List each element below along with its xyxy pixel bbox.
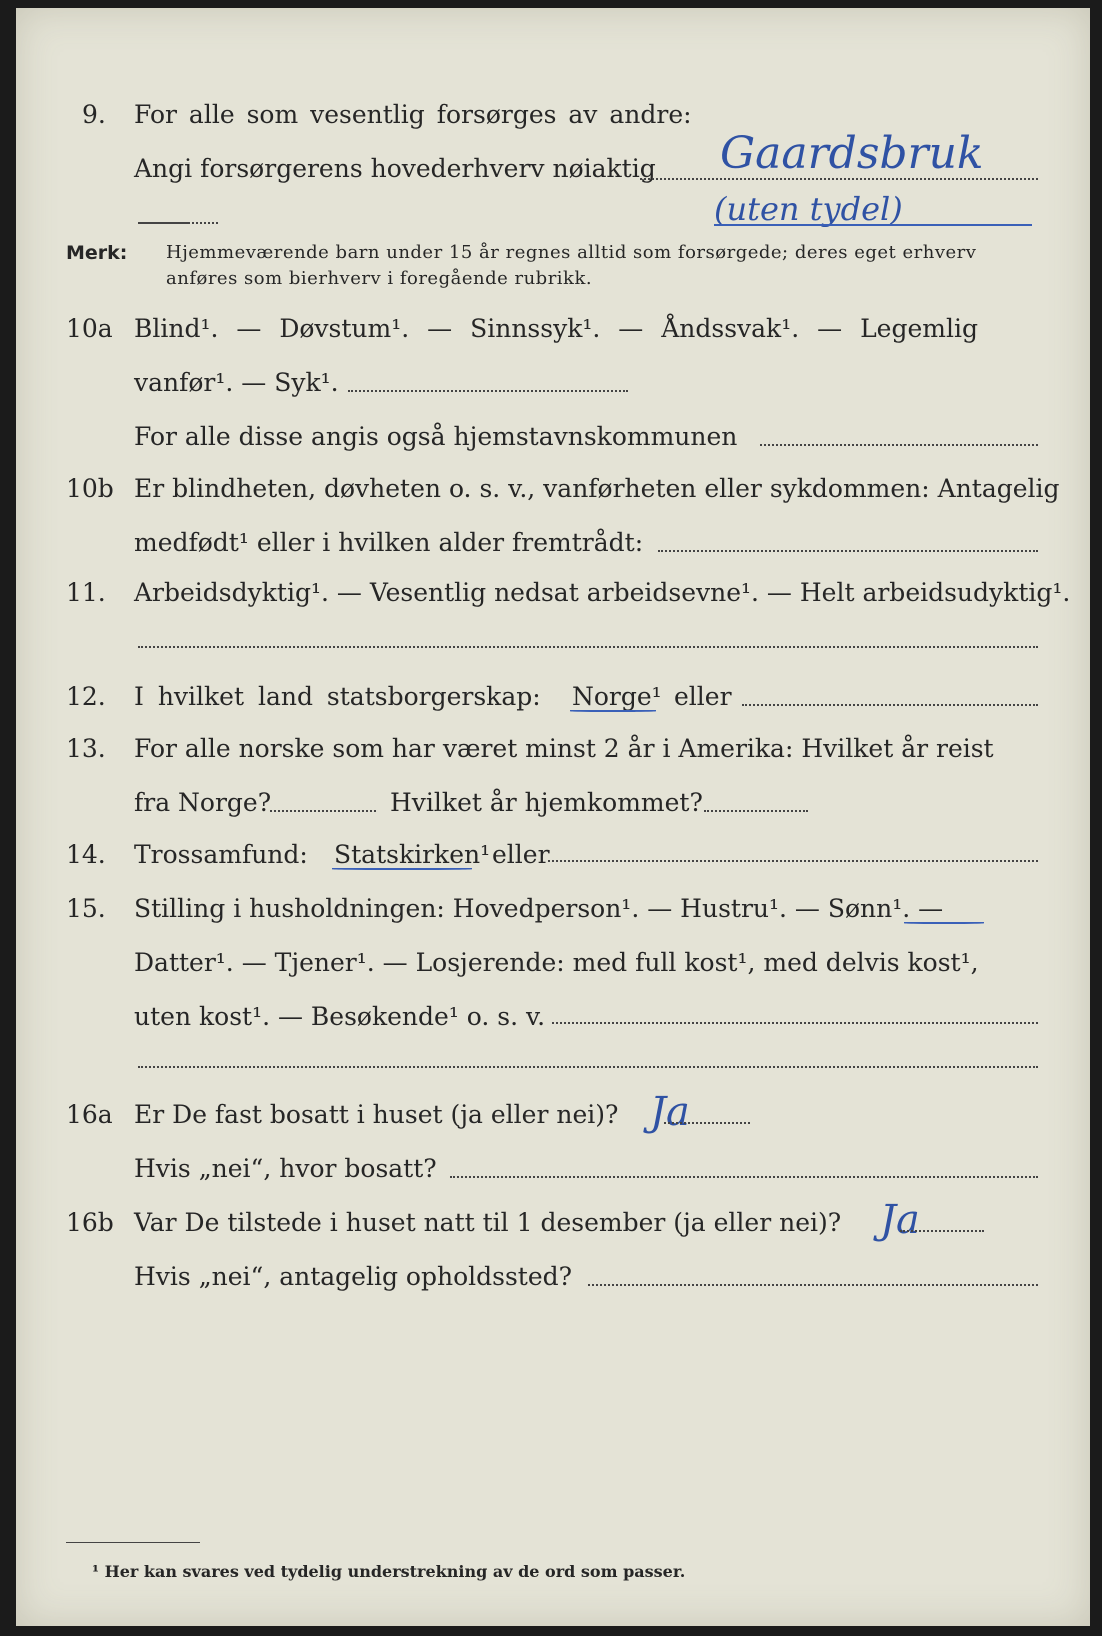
- footnote-rule: [66, 1542, 200, 1543]
- q9-answer2-rule: [714, 224, 1032, 226]
- q10b-line2: medfødt¹ eller i hvilken alder fremtrådt:: [134, 528, 644, 557]
- q12-number: 12.: [66, 682, 106, 711]
- merk-label: Merk:: [66, 242, 128, 264]
- q10b-line1: Er blindheten, døvheten o. s. v., vanførheten eller sykdommen: Antagelig: [134, 474, 1060, 503]
- q10b-line: [658, 550, 1038, 552]
- q11-line: [138, 646, 1038, 648]
- merk-line2: anføres som bierhverv i foregående rubrikk.: [166, 268, 593, 289]
- q12-text: I hvilket land statsborgerskap:: [134, 682, 541, 711]
- q14-number: 14.: [66, 840, 106, 869]
- q15-line1: Stilling i husholdningen: Hovedperson¹. — Hustru¹. — Sønn¹. —: [134, 894, 944, 923]
- q16a-line2: Hvis „nei“, hvor bosatt?: [134, 1154, 437, 1183]
- q14-line: [548, 860, 1038, 862]
- q10a-line2: vanfør¹. — Syk¹.: [134, 368, 339, 397]
- q12-eller: eller: [674, 682, 732, 711]
- q13-number: 13.: [66, 734, 106, 763]
- merk-line1: Hjemmeværende barn under 15 år regnes alltid som forsørgede; deres eget erhverv: [166, 242, 977, 263]
- q15-line3: uten kost¹. — Besøkende¹ o. s. v.: [134, 1002, 546, 1031]
- q16b-number: 16b: [66, 1208, 114, 1237]
- q10a-syk-line: [348, 390, 628, 392]
- q16a-handwritten-answer: Ja: [650, 1089, 690, 1135]
- q16b-handwritten-answer: Ja: [880, 1197, 920, 1243]
- q11-number: 11.: [66, 578, 106, 607]
- q14-statskirken: Statskirken¹: [334, 840, 491, 869]
- q9-line1: For alle som vesentlig forsørges av andre:: [134, 100, 692, 129]
- q12-norge-underline: [570, 710, 656, 712]
- q14-text: Trossamfund:: [134, 840, 308, 869]
- q14-statskirken-underline: [332, 868, 472, 870]
- q12-line: [742, 704, 1038, 706]
- footnote: ¹ Her kan svares ved tydelig understrekning av de ord som passer.: [92, 1562, 686, 1581]
- q15-extra-line: [138, 1066, 1038, 1068]
- q12-norge: Norge¹: [572, 682, 662, 711]
- q14-eller: eller: [492, 840, 550, 869]
- q10b-number: 10b: [66, 474, 114, 503]
- q16b-answer-line: [900, 1230, 984, 1232]
- q10a-kommune-line: [760, 444, 1038, 446]
- q13-reist-line: [270, 810, 376, 812]
- q16a-bosatt-line: [450, 1176, 1038, 1178]
- q9-handwritten-answer: Gaardsbruk: [720, 128, 984, 179]
- q10a-number: 10a: [66, 314, 113, 343]
- q15-line2: Datter¹. — Tjener¹. — Losjerende: med full kost¹, med delvis kost¹,: [134, 948, 979, 977]
- q16b-line1: Var De tilstede i huset natt til 1 desember (ja eller nei)?: [134, 1208, 842, 1237]
- q9-number: 9.: [82, 100, 106, 129]
- q10a-line3: For alle disse angis også hjemstavnskommunen: [134, 422, 738, 451]
- q16a-answer-line: [664, 1122, 750, 1124]
- q13-hjemkommet-line: [704, 810, 808, 812]
- q15-sonn-underline: [904, 922, 984, 924]
- q16b-opholdssted-line: [588, 1284, 1038, 1286]
- q10a-line1: Blind¹. — Døvstum¹. — Sinnssyk¹. — Åndssvak¹. — Legemlig: [134, 314, 978, 343]
- q11-line1: Arbeidsdyktig¹. — Vesentlig nedsat arbeidsevne¹. — Helt arbeidsudyktig¹.: [134, 578, 1071, 607]
- q16a-line1: Er De fast bosatt i huset (ja eller nei)?: [134, 1100, 619, 1129]
- q15-number: 15.: [66, 894, 106, 923]
- q16a-number: 16a: [66, 1100, 113, 1129]
- q13-line2a: fra Norge?: [134, 788, 272, 817]
- q13-line1: For alle norske som har været minst 2 år i Amerika: Hvilket år reist: [134, 734, 994, 763]
- q9-short-rule: [138, 222, 188, 224]
- q16b-line2: Hvis „nei“, antagelig opholdssted?: [134, 1262, 573, 1291]
- q9-handwritten-answer-2: (uten tydel): [714, 190, 903, 228]
- q9-line2: Angi forsørgerens hovederhverv nøiaktig: [134, 154, 656, 183]
- q15-line: [552, 1022, 1038, 1024]
- q9-dots: [188, 222, 218, 224]
- q13-line2b: Hvilket år hjemkommet?: [390, 788, 703, 817]
